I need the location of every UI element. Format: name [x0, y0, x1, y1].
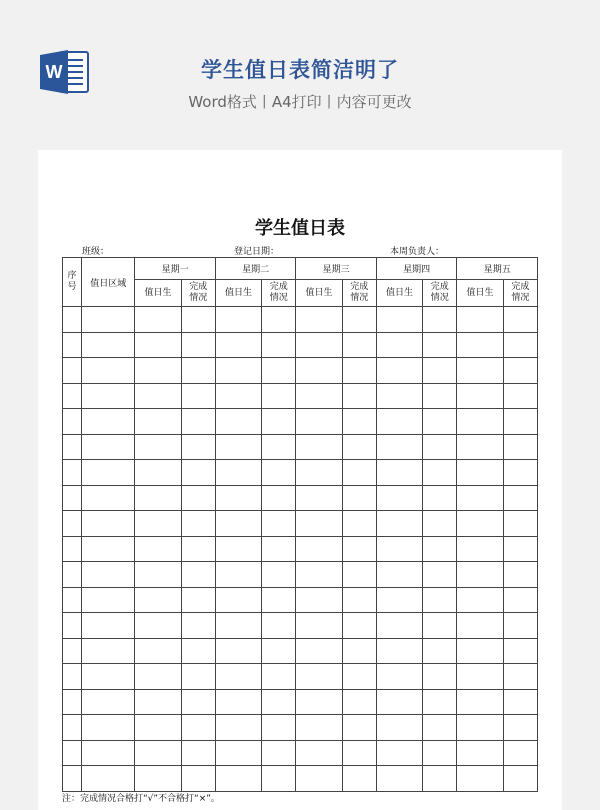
status-cell[interactable] [342, 332, 376, 358]
duty-student-cell[interactable] [135, 511, 181, 537]
duty-student-cell[interactable] [135, 613, 181, 639]
table-row [63, 307, 538, 333]
duty-student-header: 值日生 [215, 280, 261, 307]
duty-student-cell[interactable] [457, 536, 503, 562]
status-cell[interactable] [503, 689, 537, 715]
status-cell[interactable] [423, 638, 457, 664]
status-cell[interactable] [181, 358, 215, 384]
duty-student-cell[interactable] [457, 689, 503, 715]
day-header-fri: 星期五 [457, 258, 538, 280]
table-row [63, 536, 538, 562]
status-cell[interactable] [423, 766, 457, 792]
status-cell[interactable] [342, 664, 376, 690]
duty-student-cell[interactable] [376, 511, 422, 537]
day-header-thu: 星期四 [376, 258, 457, 280]
duty-student-header: 值日生 [376, 280, 422, 307]
duty-student-cell[interactable] [296, 613, 342, 639]
status-cell[interactable] [262, 638, 296, 664]
banner-title: 学生值日表简洁明了 [201, 58, 399, 82]
status-cell[interactable] [262, 562, 296, 588]
area-cell[interactable] [82, 562, 135, 588]
duty-student-cell[interactable] [457, 511, 503, 537]
duty-student-cell[interactable] [376, 740, 422, 766]
duty-student-cell[interactable] [457, 613, 503, 639]
duty-student-cell[interactable] [457, 638, 503, 664]
duty-student-cell[interactable] [215, 332, 261, 358]
status-cell[interactable] [503, 434, 537, 460]
duty-student-cell[interactable] [457, 562, 503, 588]
duty-student-cell[interactable] [215, 383, 261, 409]
status-cell[interactable] [423, 485, 457, 511]
serial-cell[interactable] [63, 587, 82, 613]
status-cell[interactable] [181, 587, 215, 613]
duty-student-cell[interactable] [457, 485, 503, 511]
duty-student-cell[interactable] [135, 332, 181, 358]
duty-student-cell[interactable] [135, 715, 181, 741]
duty-student-cell[interactable] [296, 383, 342, 409]
status-cell[interactable] [423, 613, 457, 639]
status-cell[interactable] [342, 740, 376, 766]
status-cell[interactable] [262, 511, 296, 537]
duty-student-cell[interactable] [135, 587, 181, 613]
status-cell[interactable] [423, 740, 457, 766]
status-cell[interactable] [503, 740, 537, 766]
serial-cell[interactable] [63, 766, 82, 792]
status-cell[interactable] [342, 689, 376, 715]
status-cell[interactable] [181, 511, 215, 537]
area-cell[interactable] [82, 383, 135, 409]
status-cell[interactable] [342, 511, 376, 537]
status-cell[interactable] [181, 383, 215, 409]
table-row [63, 383, 538, 409]
status-cell[interactable] [262, 587, 296, 613]
area-cell[interactable] [82, 638, 135, 664]
serial-cell[interactable] [63, 383, 82, 409]
status-cell[interactable] [503, 409, 537, 435]
status-cell[interactable] [503, 613, 537, 639]
table-row [63, 766, 538, 792]
status-cell[interactable] [342, 766, 376, 792]
duty-student-cell[interactable] [296, 715, 342, 741]
status-cell[interactable] [423, 536, 457, 562]
duty-student-cell[interactable] [296, 511, 342, 537]
duty-table [62, 257, 538, 792]
status-cell[interactable] [262, 434, 296, 460]
serial-cell[interactable] [63, 638, 82, 664]
duty-student-cell[interactable] [457, 358, 503, 384]
duty-student-cell[interactable] [296, 485, 342, 511]
status-cell[interactable] [181, 613, 215, 639]
status-cell[interactable] [503, 460, 537, 486]
duty-student-cell[interactable] [215, 766, 261, 792]
status-cell[interactable] [181, 485, 215, 511]
duty-student-cell[interactable] [215, 409, 261, 435]
status-cell[interactable] [181, 766, 215, 792]
footnote: 注：完成情况合格打“√”不合格打“×”。 [62, 794, 220, 804]
duty-student-cell[interactable] [296, 562, 342, 588]
duty-student-cell[interactable] [135, 664, 181, 690]
duty-student-cell[interactable] [215, 434, 261, 460]
status-cell[interactable] [181, 536, 215, 562]
serial-cell[interactable] [63, 511, 82, 537]
duty-student-cell[interactable] [135, 485, 181, 511]
table-row [63, 740, 538, 766]
duty-student-cell[interactable] [135, 689, 181, 715]
owner-field-label: 本周负责人： [390, 247, 445, 257]
status-cell[interactable] [503, 536, 537, 562]
duty-student-cell[interactable] [215, 715, 261, 741]
serial-cell[interactable] [63, 332, 82, 358]
status-header: 完成 情况 [423, 280, 457, 307]
serial-header: 序 号 [63, 258, 82, 307]
header-row-days [63, 258, 538, 280]
table-row [63, 587, 538, 613]
status-cell[interactable] [423, 511, 457, 537]
duty-student-cell[interactable] [296, 664, 342, 690]
status-cell[interactable] [342, 307, 376, 333]
duty-student-header: 值日生 [296, 280, 342, 307]
duty-student-cell[interactable] [376, 664, 422, 690]
status-cell[interactable] [423, 664, 457, 690]
area-cell[interactable] [82, 587, 135, 613]
duty-student-cell[interactable] [376, 485, 422, 511]
duty-student-cell[interactable] [135, 434, 181, 460]
area-cell[interactable] [82, 536, 135, 562]
duty-student-cell[interactable] [457, 332, 503, 358]
status-cell[interactable] [423, 332, 457, 358]
duty-student-cell[interactable] [215, 689, 261, 715]
table-row [63, 409, 538, 435]
duty-student-cell[interactable] [457, 766, 503, 792]
duty-student-cell[interactable] [457, 740, 503, 766]
status-cell[interactable] [342, 460, 376, 486]
duty-student-cell[interactable] [376, 689, 422, 715]
duty-student-cell[interactable] [376, 613, 422, 639]
status-cell[interactable] [503, 332, 537, 358]
area-cell[interactable] [82, 358, 135, 384]
status-cell[interactable] [262, 536, 296, 562]
table-row [63, 664, 538, 690]
duty-student-cell[interactable] [296, 434, 342, 460]
duty-student-cell[interactable] [296, 307, 342, 333]
status-cell[interactable] [503, 485, 537, 511]
duty-student-cell[interactable] [135, 766, 181, 792]
area-cell[interactable] [82, 409, 135, 435]
duty-student-header: 值日生 [135, 280, 181, 307]
status-cell[interactable] [342, 383, 376, 409]
duty-student-cell[interactable] [296, 460, 342, 486]
status-cell[interactable] [503, 587, 537, 613]
duty-student-cell[interactable] [376, 358, 422, 384]
status-cell[interactable] [342, 485, 376, 511]
area-header: 值日区域 [82, 258, 135, 307]
serial-cell[interactable] [63, 689, 82, 715]
duty-student-cell[interactable] [215, 587, 261, 613]
duty-student-cell[interactable] [457, 664, 503, 690]
status-cell[interactable] [423, 409, 457, 435]
duty-student-cell[interactable] [135, 638, 181, 664]
serial-cell[interactable] [63, 536, 82, 562]
status-cell[interactable] [342, 409, 376, 435]
day-header-wed: 星期三 [296, 258, 377, 280]
status-cell[interactable] [181, 689, 215, 715]
status-cell[interactable] [181, 740, 215, 766]
status-cell[interactable] [262, 766, 296, 792]
status-header: 完成 情况 [262, 280, 296, 307]
duty-student-cell[interactable] [457, 715, 503, 741]
status-cell[interactable] [503, 562, 537, 588]
status-cell[interactable] [181, 664, 215, 690]
duty-student-cell[interactable] [296, 638, 342, 664]
duty-student-cell[interactable] [376, 715, 422, 741]
status-cell[interactable] [342, 434, 376, 460]
duty-student-cell[interactable] [215, 485, 261, 511]
serial-cell[interactable] [63, 485, 82, 511]
area-cell[interactable] [82, 715, 135, 741]
status-cell[interactable] [423, 562, 457, 588]
duty-student-cell[interactable] [215, 358, 261, 384]
status-cell[interactable] [181, 409, 215, 435]
duty-student-cell[interactable] [457, 460, 503, 486]
banner-subtitle: Word格式丨A4打印丨内容可更改 [188, 93, 412, 111]
serial-cell[interactable] [63, 613, 82, 639]
duty-student-cell[interactable] [135, 740, 181, 766]
duty-student-cell[interactable] [296, 587, 342, 613]
status-cell[interactable] [262, 332, 296, 358]
status-header: 完成 情况 [342, 280, 376, 307]
table-row [63, 715, 538, 741]
area-cell[interactable] [82, 689, 135, 715]
table-row [63, 332, 538, 358]
status-cell[interactable] [423, 434, 457, 460]
duty-student-cell[interactable] [457, 434, 503, 460]
status-cell[interactable] [262, 358, 296, 384]
status-cell[interactable] [423, 460, 457, 486]
status-cell[interactable] [503, 511, 537, 537]
duty-student-cell[interactable] [296, 358, 342, 384]
status-cell[interactable] [503, 638, 537, 664]
area-cell[interactable] [82, 460, 135, 486]
duty-student-cell[interactable] [457, 409, 503, 435]
document-page [38, 150, 562, 810]
status-cell[interactable] [503, 358, 537, 384]
duty-student-cell[interactable] [215, 638, 261, 664]
duty-student-cell[interactable] [376, 409, 422, 435]
status-cell[interactable] [262, 383, 296, 409]
duty-student-cell[interactable] [457, 383, 503, 409]
serial-cell[interactable] [63, 434, 82, 460]
duty-student-cell[interactable] [215, 562, 261, 588]
status-cell[interactable] [503, 383, 537, 409]
duty-student-cell[interactable] [376, 536, 422, 562]
status-cell[interactable] [262, 409, 296, 435]
status-cell[interactable] [342, 562, 376, 588]
duty-student-cell[interactable] [215, 740, 261, 766]
duty-student-cell[interactable] [296, 409, 342, 435]
duty-student-cell[interactable] [376, 587, 422, 613]
duty-student-cell[interactable] [135, 460, 181, 486]
status-cell[interactable] [423, 587, 457, 613]
serial-cell[interactable] [63, 307, 82, 333]
table-row [63, 689, 538, 715]
area-cell[interactable] [82, 485, 135, 511]
duty-student-cell[interactable] [135, 562, 181, 588]
day-header-mon: 星期一 [135, 258, 216, 280]
status-cell[interactable] [262, 689, 296, 715]
status-cell[interactable] [342, 587, 376, 613]
duty-student-cell[interactable] [376, 307, 422, 333]
duty-student-cell[interactable] [135, 358, 181, 384]
status-cell[interactable] [262, 307, 296, 333]
serial-cell[interactable] [63, 358, 82, 384]
status-cell[interactable] [423, 307, 457, 333]
duty-student-cell[interactable] [376, 638, 422, 664]
duty-student-cell[interactable] [376, 434, 422, 460]
duty-student-cell[interactable] [376, 766, 422, 792]
area-cell[interactable] [82, 664, 135, 690]
status-cell[interactable] [181, 332, 215, 358]
status-cell[interactable] [423, 358, 457, 384]
duty-student-cell[interactable] [215, 511, 261, 537]
duty-student-cell[interactable] [135, 536, 181, 562]
status-cell[interactable] [262, 485, 296, 511]
status-cell[interactable] [262, 613, 296, 639]
status-cell[interactable] [262, 740, 296, 766]
status-cell[interactable] [503, 766, 537, 792]
status-cell[interactable] [342, 638, 376, 664]
table-row [63, 460, 538, 486]
class-field-label: 班级： [82, 247, 110, 257]
duty-student-cell[interactable] [457, 307, 503, 333]
document-title: 学生值日表 [255, 218, 345, 239]
status-cell[interactable] [503, 664, 537, 690]
duty-student-cell[interactable] [296, 740, 342, 766]
status-cell[interactable] [342, 715, 376, 741]
duty-student-cell[interactable] [376, 383, 422, 409]
table-row [63, 638, 538, 664]
status-header: 完成 情况 [503, 280, 537, 307]
duty-table-body [63, 307, 538, 792]
status-cell[interactable] [181, 715, 215, 741]
serial-cell[interactable] [63, 562, 82, 588]
word-logo-letter: W [45, 62, 63, 82]
duty-student-cell[interactable] [376, 562, 422, 588]
duty-student-cell[interactable] [215, 460, 261, 486]
status-cell[interactable] [342, 358, 376, 384]
duty-student-cell[interactable] [457, 587, 503, 613]
duty-student-cell[interactable] [296, 332, 342, 358]
area-cell[interactable] [82, 307, 135, 333]
status-cell[interactable] [181, 638, 215, 664]
table-row [63, 358, 538, 384]
status-cell[interactable] [181, 434, 215, 460]
duty-student-cell[interactable] [135, 383, 181, 409]
duty-student-cell[interactable] [376, 460, 422, 486]
table-row [63, 613, 538, 639]
area-cell[interactable] [82, 613, 135, 639]
duty-student-cell[interactable] [296, 689, 342, 715]
status-cell[interactable] [342, 536, 376, 562]
status-cell[interactable] [342, 613, 376, 639]
table-row [63, 485, 538, 511]
status-cell[interactable] [181, 460, 215, 486]
area-cell[interactable] [82, 332, 135, 358]
duty-student-cell[interactable] [215, 536, 261, 562]
serial-cell[interactable] [63, 460, 82, 486]
status-cell[interactable] [423, 383, 457, 409]
status-cell[interactable] [503, 715, 537, 741]
duty-student-cell[interactable] [296, 766, 342, 792]
table-row [63, 511, 538, 537]
area-cell[interactable] [82, 740, 135, 766]
date-field-label: 登记日期： [234, 247, 280, 257]
area-cell[interactable] [82, 434, 135, 460]
status-cell[interactable] [181, 562, 215, 588]
serial-cell[interactable] [63, 740, 82, 766]
status-header: 完成 情况 [181, 280, 215, 307]
duty-student-cell[interactable] [376, 332, 422, 358]
table-row [63, 562, 538, 588]
duty-student-cell[interactable] [215, 664, 261, 690]
serial-cell[interactable] [63, 715, 82, 741]
status-cell[interactable] [262, 664, 296, 690]
day-header-tue: 星期二 [215, 258, 296, 280]
status-cell[interactable] [262, 460, 296, 486]
area-cell[interactable] [82, 511, 135, 537]
duty-student-header: 值日生 [457, 280, 503, 307]
duty-student-cell[interactable] [135, 409, 181, 435]
table-row [63, 434, 538, 460]
status-cell[interactable] [423, 689, 457, 715]
area-cell[interactable] [82, 766, 135, 792]
serial-cell[interactable] [63, 664, 82, 690]
duty-student-cell[interactable] [215, 307, 261, 333]
status-cell[interactable] [423, 715, 457, 741]
status-cell[interactable] [503, 307, 537, 333]
duty-student-cell[interactable] [215, 613, 261, 639]
status-cell[interactable] [262, 715, 296, 741]
serial-cell[interactable] [63, 409, 82, 435]
status-cell[interactable] [181, 307, 215, 333]
duty-student-cell[interactable] [296, 536, 342, 562]
duty-student-cell[interactable] [135, 307, 181, 333]
